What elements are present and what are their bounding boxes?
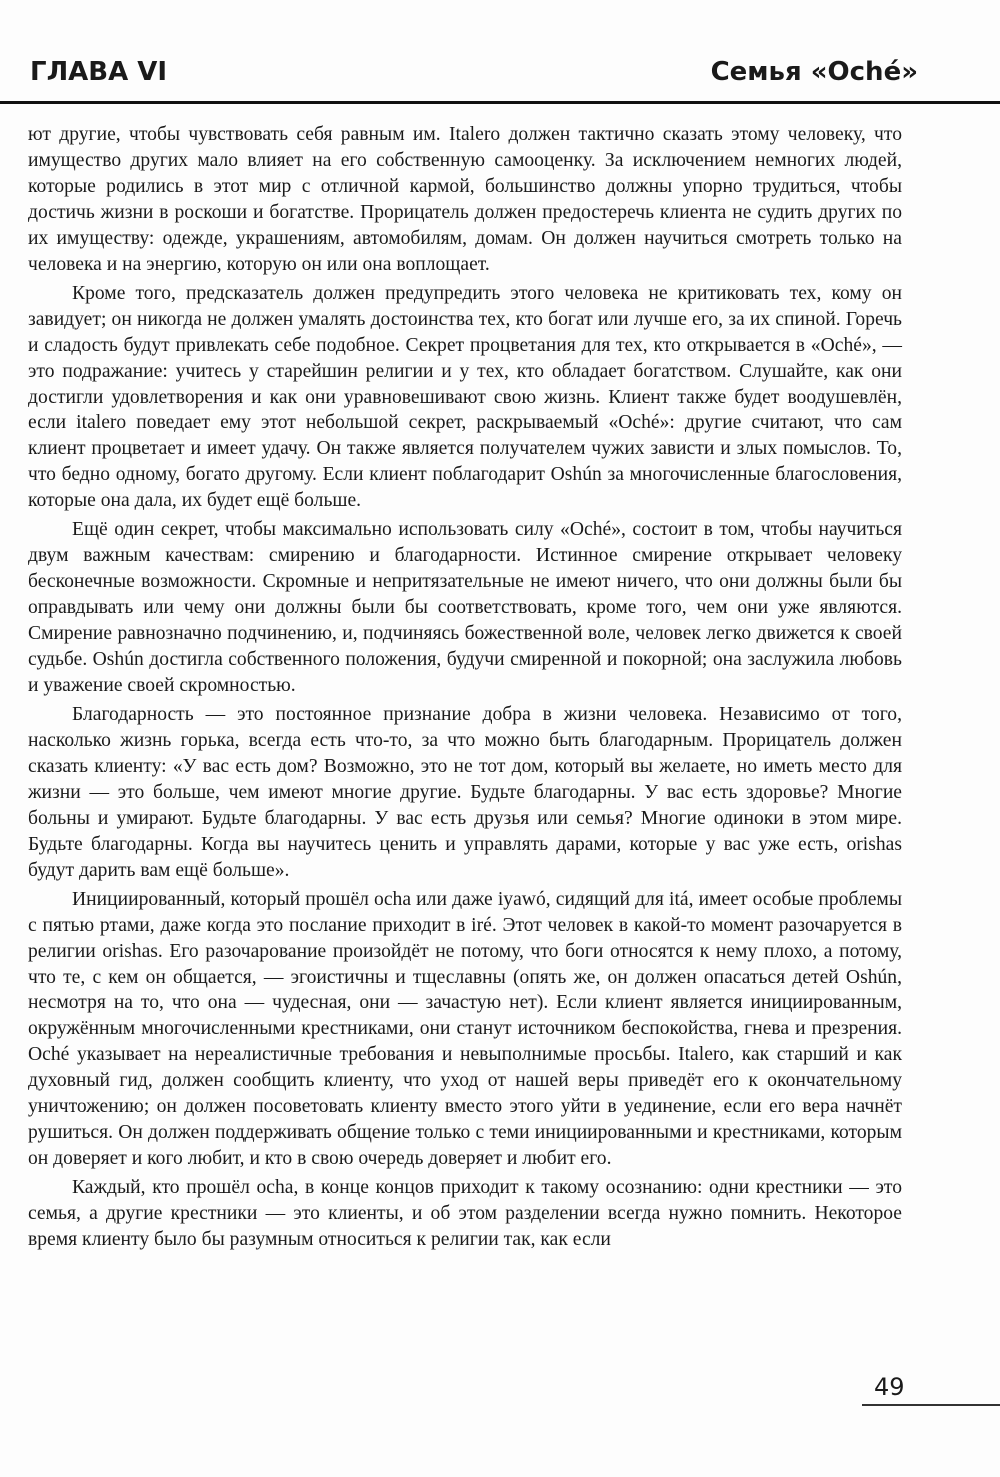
chapter-label: ГЛАВА VI (30, 57, 168, 87)
header-rule (0, 101, 1000, 104)
paragraph: Благодарность — это постоянное признание добра в жизни человека. Независимо от того, насколько жизнь горька, всегда есть что-то, за что можно быть благодарным. Прорицатель должен сказать клиенту: «У вас есть дом? Возможно, это не тот дом, который вы желаете, но иметь место для жизни — это больше, чем имеют многие другие. Будьте благодарны. У вас есть здоровье? Многие больны и умирают. Будьте благодарны. У вас есть друзья или семья? Многие одиноки в этом мире. Будьте благодарны. Когда вы научитесь ценить и управлять дарами, которые у вас уже есть, orishas будут дарить вам ещё больше». (28, 703, 902, 881)
section-title: Семья «Oché» (710, 57, 918, 87)
running-header (30, 52, 918, 92)
body-text (28, 122, 902, 1256)
paragraph-continued: ют другие, чтобы чувствовать себя равным им. Italero должен тактично сказать этому человеку, что имущество других мало влияет на его собственную самооценку. За исключением немногих людей, которые родились в этот мир с отличной кармой, большинство должны упорно трудиться, чтобы достичь жизни в роскоши и богатстве. Прорицатель должен предостеречь клиента не судить других по их имуществу: одежде, украшениям, автомобилям, домам. Он должен научиться смотреть только на человека и на энергию, которую он или она воплощает. (28, 124, 902, 275)
footer-rule (862, 1404, 1000, 1406)
paragraph: Кроме того, предсказатель должен предупредить этого человека не критиковать тех, кому он завидует; он никогда не должен умалять достоинства тех, кто богат или лучше его, за их спиной. Горечь и сладость будут привлекать себе подобное. Секрет процветания для тех, кто открывается в «Oché», — это подражание: учитесь у старейшин религии и у тех, кто обладает богатством. Слушайте, как они достигли удовлетворения и как они уравновешивают свою жизнь. Клиент также будет воодушевлён, если italero поведает ему этот небольшой секрет, раскрываемый «Oché»: другие считают, что сам клиент процветает и имеет удачу. Он также является получателем чужих зависти и злых помыслов. То, что бедно одному, богато другому. Если клиент поблагодарит Oshún за многочисленные благословения, которые она дала, их будет ещё больше. (28, 282, 902, 512)
paragraph: Каждый, кто прошёл ocha, в конце концов приходит к такому осознанию: одни крестники — это семья, а другие крестники — это клиенты, и об этом разделении всегда нужно помнить. Некоторое время клиенту было бы разумным относиться к религии так, как если (28, 1177, 902, 1251)
page-number: 49 (874, 1373, 905, 1401)
paragraph: Ещё один секрет, чтобы максимально использовать силу «Oché», состоит в том, чтобы научиться двум важным качествам: смирению и благодарности. Истинное смирение открывает человеку бесконечные возможности. Скромные и непритязательные не имеют ничего, что они должны были бы оправдывать или чему они должны были бы соответствовать, кроме того, чем они уже являются. Смирение равнозначно подчинению, и, подчиняясь божественной воле, человек легко движется к своей судьбе. Oshún достигла собственного положения, будучи смиренной и покорной; она заслужила любовь и уважение своей скромностью. (28, 519, 902, 697)
paragraph: Инициированный, который прошёл ocha или даже iyawó, сидящий для itá, имеет особые проблемы с пятью ртами, даже когда это послание приходит в iré. Этот человек в какой-то момент разочаруется в религии orishas. Его разочарование произойдёт не потому, что боги относятся к нему плохо, а потому, что те, с кем он общается, — эгоистичны и тщеславны (опять же, он должен опасаться детей Oshún, несмотря на то, что она — чудесная, они — зачастую нет). Если клиент является инициированным, окружённым многочисленными крестниками, они станут источником беспокойства, гнева и презрения. Oché указывает на нереалистичные требования и невыполнимые просьбы. Italero, как старший и как духовный гид, должен сообщить клиенту, что уход от нашей веры приведёт его к окончательному уничтожению; он должен посоветовать клиенту вместо этого уйти в уединение, если его вера начнёт рушиться. Он должен поддерживать общение только с теми инициированными и крестниками, которым он доверяет и кого любит, и кто в свою очередь доверяет и любит его. (28, 888, 902, 1170)
